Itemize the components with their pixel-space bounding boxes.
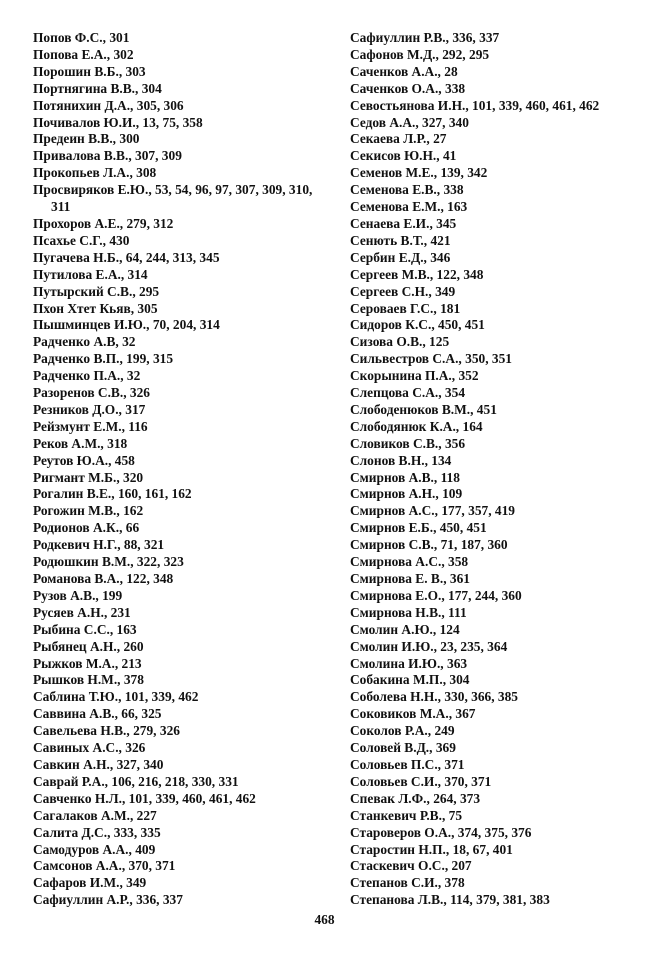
index-entry: Попова Е.А., 302 — [33, 46, 134, 62]
index-entry: Смирнов А.С., 177, 357, 419 — [350, 503, 515, 519]
index-entry: Резников Д.О., 317 — [33, 401, 146, 417]
index-entry: Слепцова С.А., 354 — [350, 385, 466, 401]
index-entry: Савельева Н.В., 279, 326 — [33, 723, 180, 739]
index-entry: Привалова В.В., 307, 309 — [33, 148, 182, 164]
index-entry: Сильвестров С.А., 350, 351 — [350, 351, 512, 367]
page-number: 468 — [314, 912, 335, 927]
index-entry: Салита Д.С., 333, 335 — [33, 824, 161, 840]
index-entry: Путырский С.В., 295 — [33, 283, 160, 299]
index-entry: Секаева Л.Р., 27 — [350, 131, 447, 147]
index-entry: Саврай Р.А., 106, 216, 218, 330, 331 — [33, 773, 239, 789]
index-entry: Смирнова А.С., 358 — [350, 554, 469, 570]
index-entry: Реутов Ю.А., 458 — [33, 452, 135, 468]
index-entry: Сизова О.В., 125 — [350, 334, 450, 350]
index-entry: Рыбина С.С., 163 — [33, 621, 137, 637]
index-entry: Староверов О.А., 374, 375, 376 — [350, 824, 532, 840]
index-entry: Сенють В.Т., 421 — [350, 232, 451, 248]
index-entry: Саввина А.В., 66, 325 — [33, 706, 162, 722]
index-entry: Соловей В.Д., 369 — [350, 740, 456, 756]
index-column-left — [33, 30, 333, 909]
index-entry: Пышминцев И.Ю., 70, 204, 314 — [33, 317, 220, 333]
index-entry: Рузов А.В., 199 — [33, 587, 123, 603]
index-entry: Семенова Е.В., 338 — [350, 182, 464, 198]
index-entry: Саченков А.А., 28 — [350, 63, 458, 79]
index-entry: Смолин А.Ю., 124 — [350, 621, 460, 637]
index-entry: Просвиряков Е.Ю., 53, 54, 96, 97, 307, 309, 310, 311 — [33, 182, 313, 215]
index-entry: Псахье С.Г., 430 — [33, 232, 130, 248]
index-entry: Собакина М.П., 304 — [350, 672, 470, 688]
index-entry: Рогалин В.Е., 160, 161, 162 — [33, 486, 192, 502]
index-entry: Прокопьев Л.А., 308 — [33, 165, 157, 181]
index-entry: Савиных А.С., 326 — [33, 740, 146, 756]
index-entry: Родионов А.К., 66 — [33, 520, 140, 536]
index-entry: Соболева Н.Н., 330, 366, 385 — [350, 689, 519, 705]
index-entry: Смолина И.Ю., 363 — [350, 655, 468, 671]
index-entry: Смирнова Н.В., 111 — [350, 604, 467, 620]
index-entry: Самодуров А.А., 409 — [33, 841, 156, 857]
index-entry: Скорынина П.А., 352 — [350, 368, 479, 384]
index-entry: Смирнов С.В., 71, 187, 360 — [350, 537, 508, 553]
index-entry: Радченко А.В, 32 — [33, 334, 136, 350]
index-entry: Спевак Л.Ф., 264, 373 — [350, 790, 481, 806]
index-entry: Севостьянова И.Н., 101, 339, 460, 461, 462 — [350, 97, 600, 113]
index-entry: Станкевич Р.В., 75 — [350, 807, 463, 823]
index-entry: Сероваев Г.С., 181 — [350, 300, 461, 316]
index-entry: Соловьев П.С., 371 — [350, 756, 465, 772]
index-entry: Соковиков М.А., 367 — [350, 706, 476, 722]
index-entry: Сагалаков А.М., 227 — [33, 807, 157, 823]
index-entry: Рейзмунт Е.М., 116 — [33, 418, 148, 434]
index-entry: Слободянюк К.А., 164 — [350, 418, 483, 434]
index-entry: Порошин В.Б., 303 — [33, 63, 146, 79]
index-entry: Сафиуллин Р.В., 336, 337 — [350, 30, 500, 45]
index-entry: Рогожин М.В., 162 — [33, 503, 144, 519]
index-entry: Смирнов А.Н., 109 — [350, 486, 463, 502]
index-entry: Ригмант М.Б., 320 — [33, 469, 144, 485]
index-entry: Седов А.А., 327, 340 — [350, 114, 469, 130]
index-entry: Стаскевич О.С., 207 — [350, 858, 472, 874]
index-entry: Радченко П.А., 32 — [33, 368, 141, 384]
index-entry: Русяев А.Н., 231 — [33, 604, 131, 620]
index-entry: Савкин А.Н., 327, 340 — [33, 756, 164, 772]
index-entry: Семенова Е.М., 163 — [350, 199, 468, 215]
index-entry: Реков А.М., 318 — [33, 435, 128, 451]
index-entry: Сергеев С.Н., 349 — [350, 283, 456, 299]
index-entry: Родкевич Н.Г., 88, 321 — [33, 537, 165, 553]
index-entry: Прохоров А.Е., 279, 312 — [33, 215, 174, 231]
index-entry: Словиков С.В., 356 — [350, 435, 466, 451]
index-entry: Сафиуллин А.Р., 336, 337 — [33, 892, 183, 908]
index-entry: Рышков Н.М., 378 — [33, 672, 144, 688]
index-entry: Потянихин Д.А., 305, 306 — [33, 97, 184, 113]
index-entry: Сидоров К.С., 450, 451 — [350, 317, 485, 333]
index-entry: Соловьев С.И., 370, 371 — [350, 773, 492, 789]
index-entry: Секисов Ю.Н., 41 — [350, 148, 457, 164]
index-entry: Сафаров И.М., 349 — [33, 875, 147, 891]
index-entry: Слободенюков В.М., 451 — [350, 401, 497, 417]
index-entry: Соколов Р.А., 249 — [350, 723, 455, 739]
index-entry: Савченко Н.Л., 101, 339, 460, 461, 462 — [33, 790, 256, 806]
index-entry: Почивалов Ю.И., 13, 75, 358 — [33, 114, 203, 130]
index-entry: Сафонов М.Д., 292, 295 — [350, 46, 490, 62]
index-entry: Семенов М.Е., 139, 342 — [350, 165, 488, 181]
index-entry: Романова В.А., 122, 348 — [33, 571, 174, 586]
index-entry: Старостин Н.П., 18, 67, 401 — [350, 841, 513, 857]
index-entry: Предеин В.В., 300 — [33, 131, 140, 147]
index-entry: Саблина Т.Ю., 101, 339, 462 — [33, 689, 199, 705]
index-entry: Пугачева Н.Б., 64, 244, 313, 345 — [33, 249, 220, 265]
index-entry: Рыбянец А.Н., 260 — [33, 638, 144, 654]
index-entry: Радченко В.П., 199, 315 — [33, 351, 174, 367]
index-entry: Пхон Хтет Кьяв, 305 — [33, 300, 158, 316]
index-entry: Разоренов С.В., 326 — [33, 385, 150, 401]
index-entry: Родюшкин В.М., 322, 323 — [33, 554, 184, 570]
index-entry: Смирнова Е. В., 361 — [350, 571, 470, 586]
index-entry: Саченков О.А., 338 — [350, 80, 466, 96]
index-entry: Самсонов А.А., 370, 371 — [33, 858, 176, 874]
index-entry: Смирнова Е.О., 177, 244, 360 — [350, 587, 522, 603]
index-entry: Попов Ф.С., 301 — [33, 30, 130, 45]
index-entry: Степанова Л.В., 114, 379, 381, 383 — [350, 892, 550, 908]
index-entry: Сергеев М.В., 122, 348 — [350, 266, 484, 282]
index-entry: Портнягина В.В., 304 — [33, 80, 162, 96]
index-entry: Слонов В.Н., 134 — [350, 452, 452, 468]
index-entry: Рыжков М.А., 213 — [33, 655, 142, 671]
index-entry: Смолин И.Ю., 23, 235, 364 — [350, 638, 508, 654]
index-entry: Сенаева Е.И., 345 — [350, 215, 457, 231]
index-entry: Путилова Е.А., 314 — [33, 266, 148, 282]
index-entry: Сербин Е.Д., 346 — [350, 249, 451, 265]
index-entry: Смирнов А.В., 118 — [350, 469, 460, 485]
index-entry: Степанов С.И., 378 — [350, 875, 465, 891]
index-entry: Смирнов Е.Б., 450, 451 — [350, 520, 487, 536]
index-column-right — [350, 30, 642, 909]
